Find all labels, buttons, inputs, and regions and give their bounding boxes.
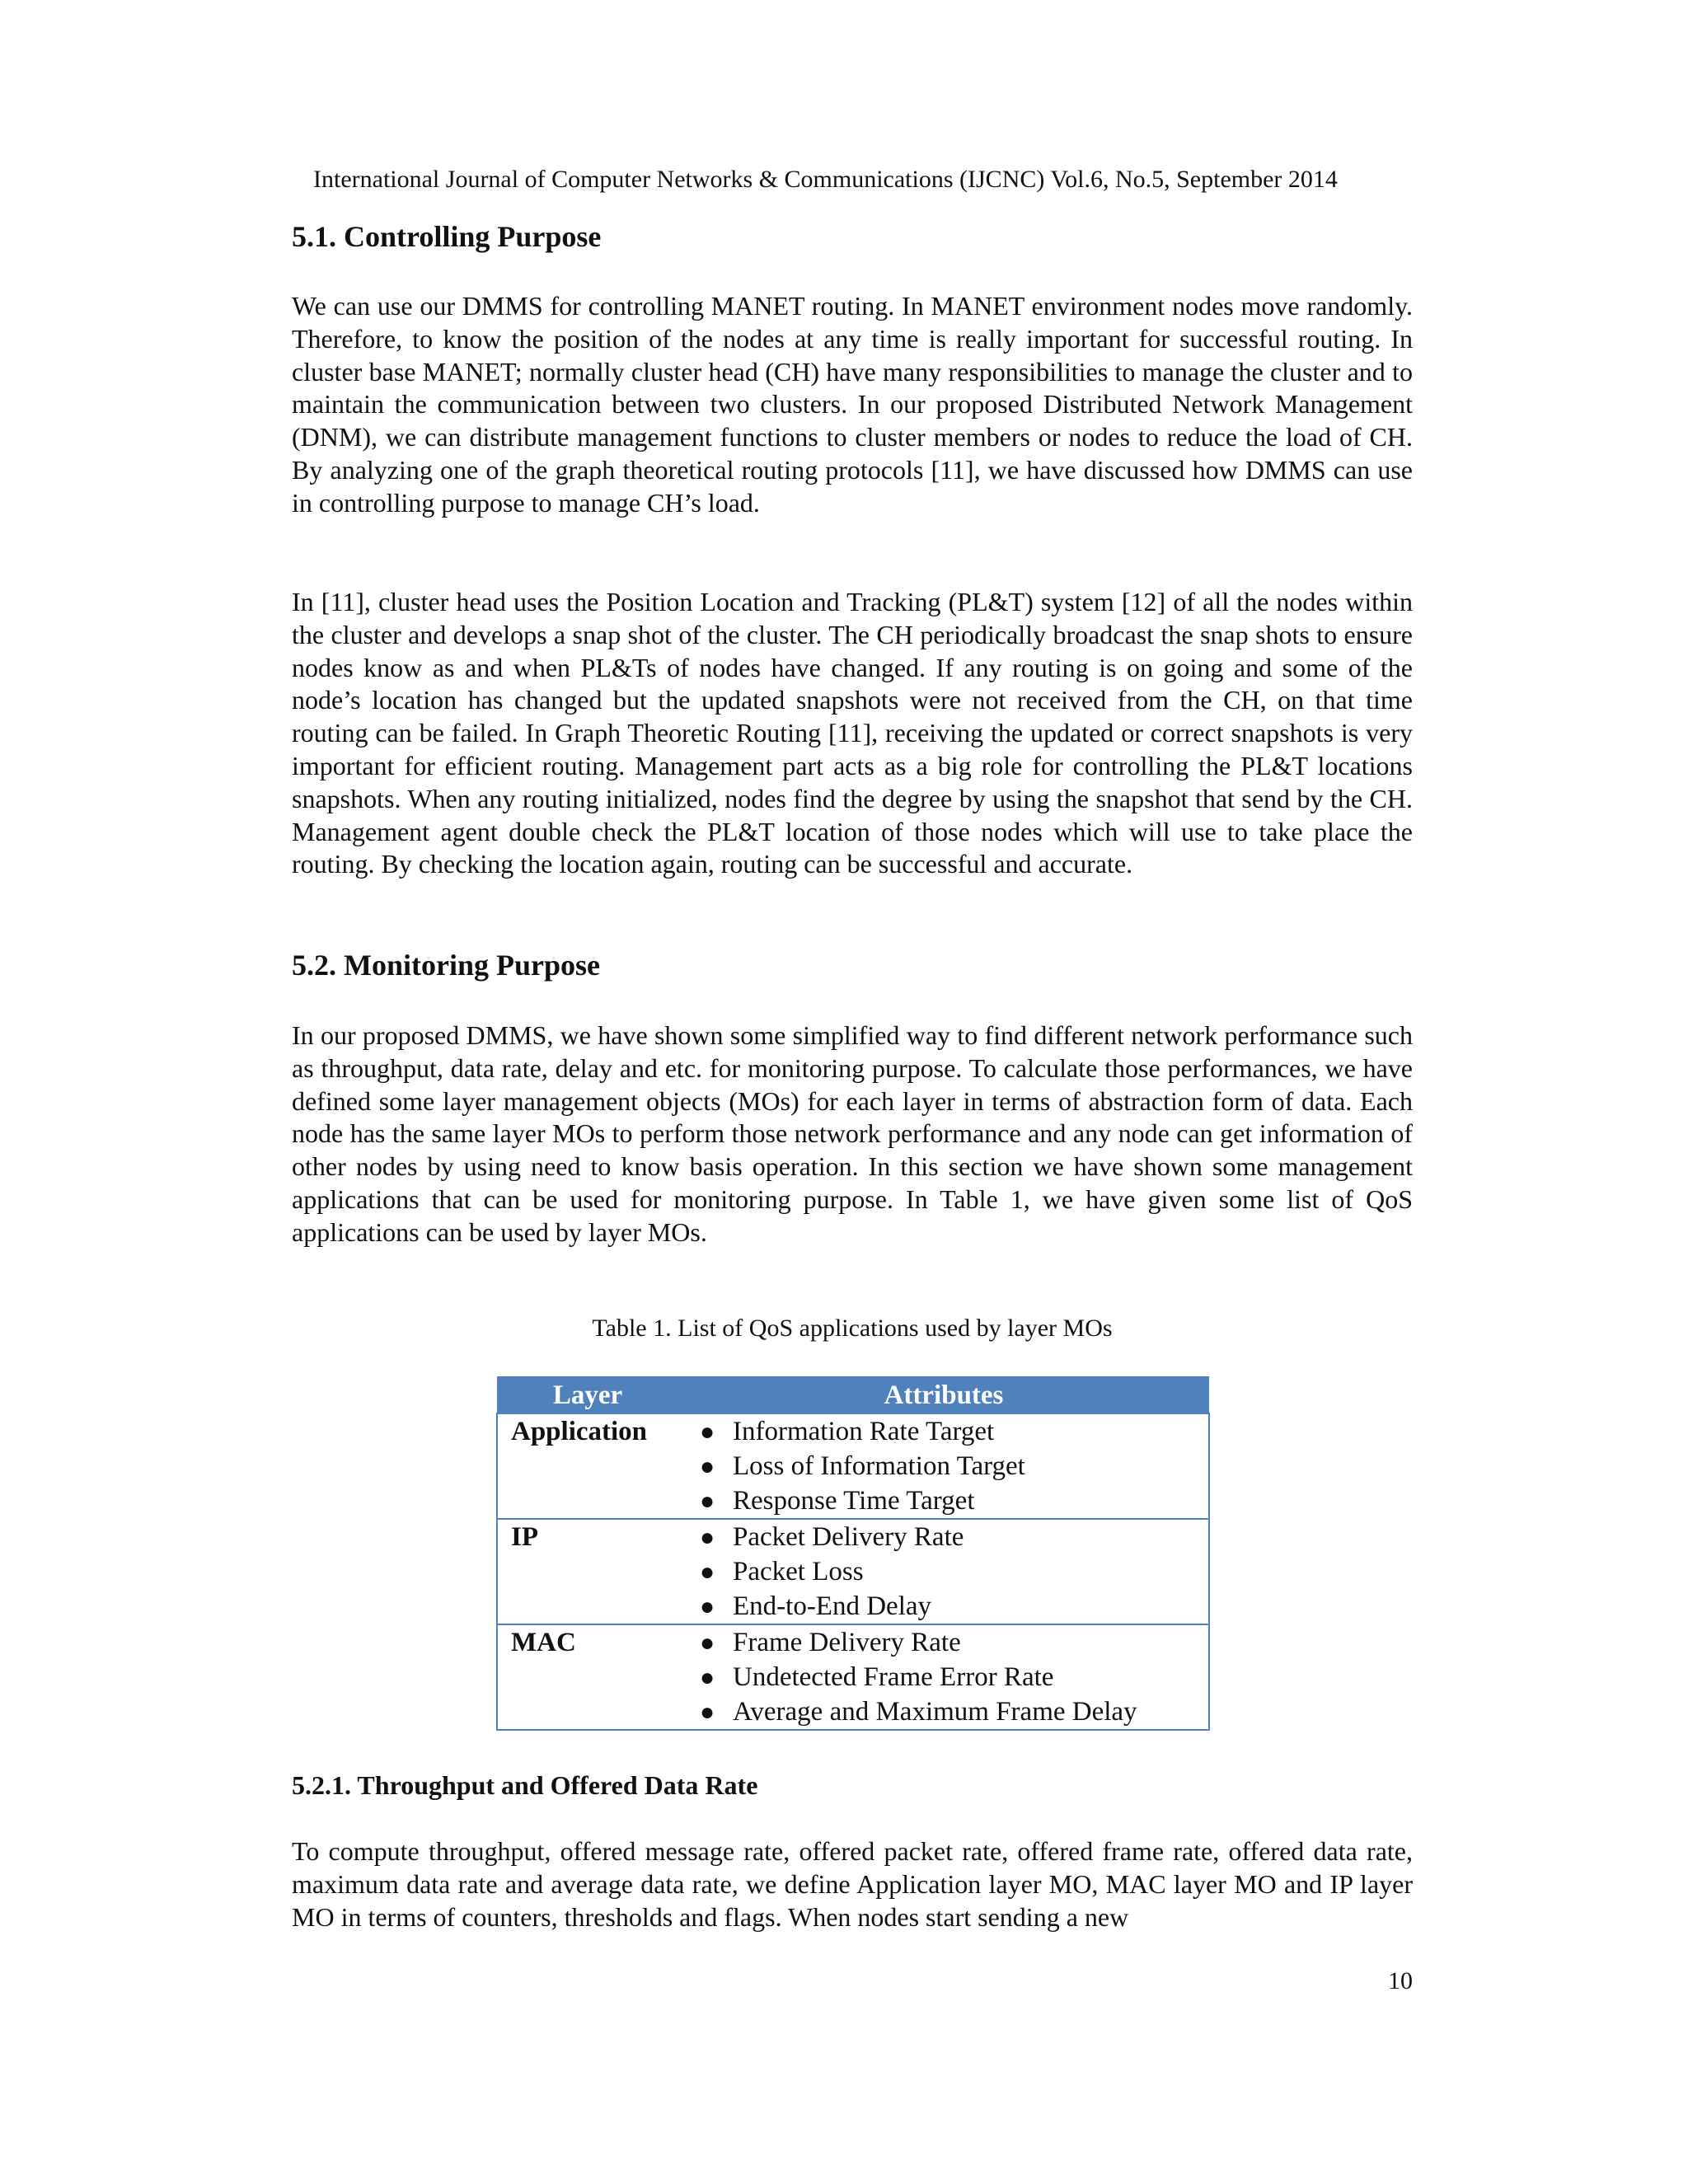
bullet-icon: ● bbox=[700, 1593, 715, 1620]
bullet-icon: ● bbox=[700, 1524, 715, 1551]
section-5-2-1-heading: 5.2.1. Throughput and Offered Data Rate bbox=[292, 1770, 758, 1800]
journal-header: International Journal of Computer Networks & Communications (IJCNC) Vol.6, No.5, September 2014 bbox=[313, 166, 1338, 193]
attributes-cell bbox=[678, 1413, 1209, 1519]
list-item bbox=[700, 1625, 1208, 1660]
list-item bbox=[700, 1694, 1208, 1729]
table-row bbox=[497, 1519, 1209, 1624]
table-header-attributes: Attributes bbox=[678, 1377, 1209, 1413]
attribute-label: Information Rate Target bbox=[733, 1417, 995, 1446]
list-item bbox=[700, 1414, 1208, 1449]
attribute-label: Undetected Frame Error Rate bbox=[733, 1662, 1054, 1692]
bullet-icon: ● bbox=[700, 1629, 715, 1657]
bullet-icon: ● bbox=[700, 1488, 715, 1515]
bullet-icon: ● bbox=[700, 1418, 715, 1446]
attribute-label: Response Time Target bbox=[733, 1486, 975, 1516]
table-caption: Table 1. List of QoS applications used by layer MOs bbox=[592, 1315, 1113, 1342]
bullet-icon: ● bbox=[700, 1664, 715, 1691]
section-5-2-heading: 5.2. Monitoring Purpose bbox=[292, 949, 600, 982]
table-header-row bbox=[497, 1377, 1209, 1413]
table-header-layer: Layer bbox=[497, 1377, 678, 1413]
section-5-2-paragraph-1: In our proposed DMMS, we have shown some simplified way to find different network performance such as throughput, data rate, delay and etc. for monitoring purpose. To calculate those performances, we have defined some layer management objects (MOs) for each layer in terms of abstraction form of data. Each node has the same layer MOs to perform those network performance and any node can get information of other nodes by using need to know basis operation. In this section we have shown some management applications that can be used for monitoring purpose. In Table 1, we have given some list of QoS applications can be used by layer MOs. bbox=[292, 1020, 1413, 1247]
page-number: 10 bbox=[1388, 1967, 1413, 1994]
attribute-label: Packet Loss bbox=[733, 1557, 864, 1586]
list-item bbox=[700, 1449, 1208, 1483]
section-5-1-paragraph-2: In [11], cluster head uses the Position Location and Tracking (PL&T) system [12] of all the nodes within the cluster and develops a snap shot of the cluster. The CH periodically broadcast the snap shots to ensure nodes know as and when PL&Ts of nodes have changed. If any routing is on going and some of the node’s location has changed but the updated snapshots were not received from the CH, on that time routing can be failed. In Graph Theoretic Routing [11], receiving the updated or correct snapshots is very important for efficient routing. Management part acts as a big role for controlling the PL&T locations snapshots. When any routing initialized, nodes find the degree by using the snapshot that send by the CH. Management agent double check the PL&T location of those nodes which will use to take place the routing. By checking the location again, routing can be successful and accurate. bbox=[292, 587, 1413, 879]
layer-cell: IP bbox=[497, 1519, 678, 1624]
attribute-label: Loss of Information Target bbox=[733, 1451, 1025, 1481]
list-item bbox=[700, 1520, 1208, 1554]
layer-cell: MAC bbox=[497, 1624, 678, 1730]
list-item bbox=[700, 1589, 1208, 1624]
attribute-label: Packet Delivery Rate bbox=[733, 1522, 964, 1552]
section-5-2-1-paragraph-1: To compute throughput, offered message rate, offered packet rate, offered frame rate, offered data rate, maximum data rate and average data rate, we define Application layer MO, MAC layer MO and IP layer MO in terms of counters, thresholds and flags. When nodes start sending a new bbox=[292, 1836, 1413, 1932]
list-item bbox=[700, 1483, 1208, 1518]
attribute-label: Frame Delivery Rate bbox=[733, 1628, 961, 1657]
attribute-label: Average and Maximum Frame Delay bbox=[733, 1697, 1137, 1727]
bullet-icon: ● bbox=[700, 1453, 715, 1480]
attribute-label: End-to-End Delay bbox=[733, 1591, 932, 1621]
list-item bbox=[700, 1554, 1208, 1589]
table-row bbox=[497, 1624, 1209, 1730]
layer-cell: Application bbox=[497, 1413, 678, 1519]
bullet-icon: ● bbox=[700, 1558, 715, 1586]
section-5-1-heading: 5.1. Controlling Purpose bbox=[292, 220, 602, 253]
attributes-cell bbox=[678, 1624, 1209, 1730]
section-5-1-paragraph-1: We can use our DMMS for controlling MANET routing. In MANET environment nodes move randomly. Therefore, to know the position of the nodes at any time is really important for successful routing. In cluster base MANET; normally cluster head (CH) have many responsibilities to manage the cluster and to maintain the communication between two clusters. In our proposed Distributed Network Management (DNM), we can distribute management functions to cluster members or nodes to reduce the load of CH. By analyzing one of the graph theoretical routing protocols [11], we have discussed how DMMS can use in controlling purpose to manage CH’s load. bbox=[292, 291, 1413, 518]
table-row bbox=[497, 1413, 1209, 1519]
qos-table bbox=[496, 1376, 1210, 1731]
attributes-cell bbox=[678, 1519, 1209, 1624]
bullet-icon: ● bbox=[700, 1699, 715, 1726]
list-item bbox=[700, 1660, 1208, 1694]
